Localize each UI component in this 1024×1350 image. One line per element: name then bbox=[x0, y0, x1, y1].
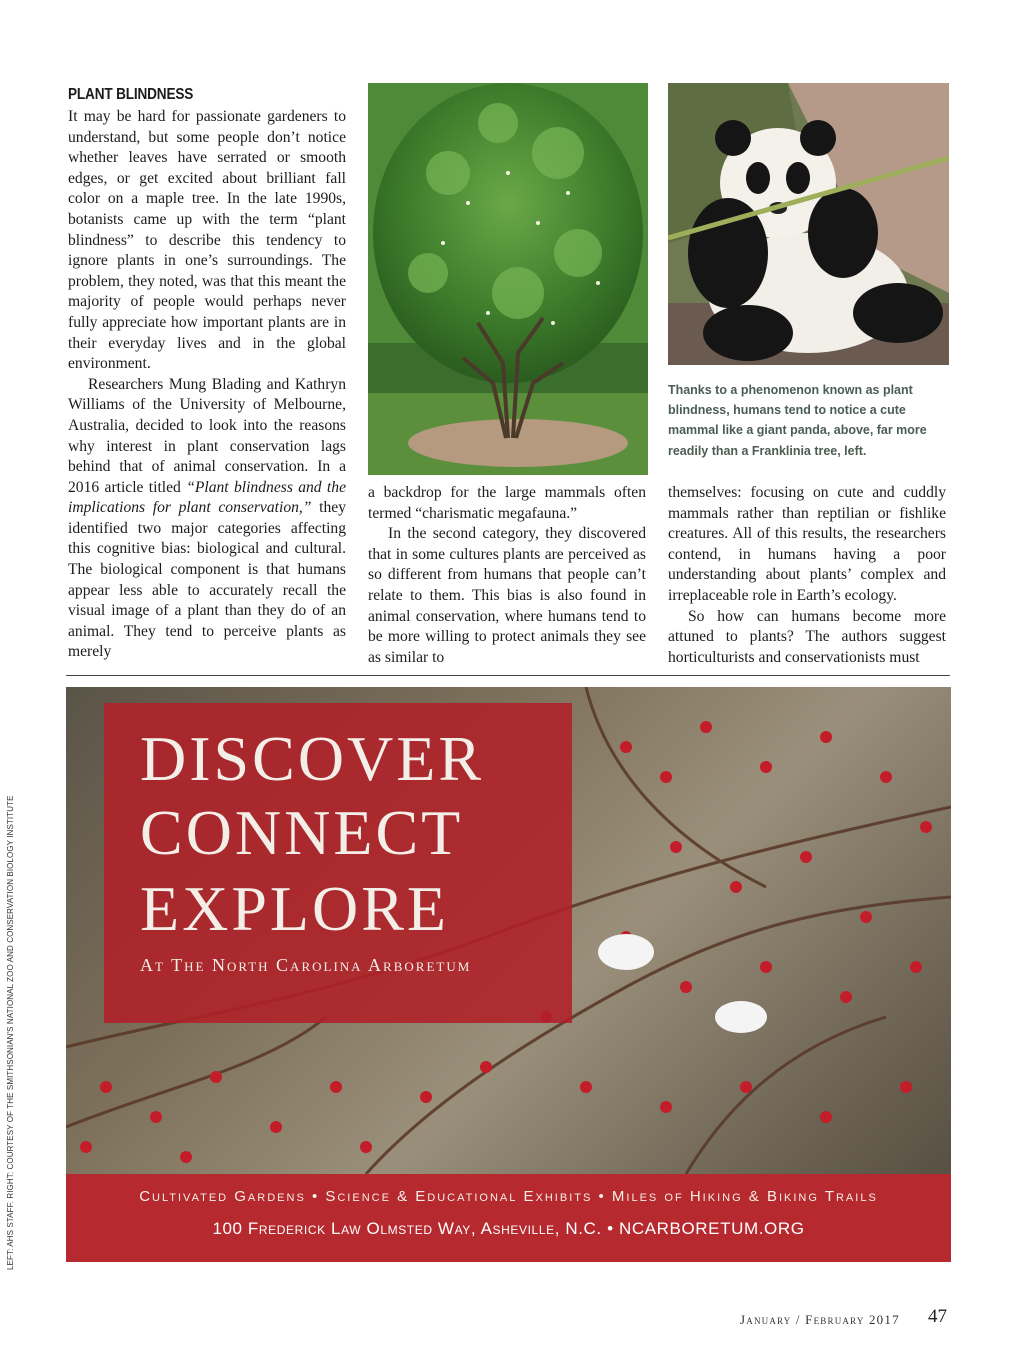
ad-address-line[interactable]: 100 Frederick Law Olmsted Way, Asheville, N.C. • NCARBORETUM.ORG bbox=[212, 1219, 805, 1238]
column-3-paragraph-1: themselves: focusing on cute and cuddly mammals rather than reptilian or fishlike creatures. All of this results, the researchers contend, in humans having a poor understanding about plants’ complex and irreplaceable role in Earth’s ecology. bbox=[668, 484, 946, 604]
photo-caption bbox=[668, 380, 950, 461]
franklinia-tree-photo bbox=[368, 83, 648, 475]
article-column-2 bbox=[368, 483, 646, 668]
caption-line: readily than a Franklinia tree, left. bbox=[668, 442, 867, 458]
ad-headline-explore: EXPLORE bbox=[140, 873, 449, 944]
caption-line: Thanks to a phenomenon known as plant bbox=[668, 382, 913, 397]
giant-panda-photo bbox=[668, 83, 949, 365]
column-2-paragraph-1: a backdrop for the large mammals often termed “charismatic megafauna.” bbox=[368, 484, 646, 522]
caption-line: blindness, humans tend to notice a cute bbox=[668, 402, 906, 418]
ad-features-line: Cultivated Gardens • Science & Educational Exhibits • Miles of Hiking & Biking Trails bbox=[139, 1188, 878, 1205]
column-2-paragraph-2: In the second category, they discovered that in some cultures plants are perceived as so different from humans that people can’t relate to them. This bias is also found in animal conservation, where humans tend to be more willing to protect animals they see as similar to bbox=[368, 525, 646, 666]
column-1-paragraph-2: Researchers Mung Blading and Kathryn Williams of the University of Melbourne, Australia, decided to look into the reasons why interest in plant conservation lags behind that of animal conservation. In a 2016 article titled “Plant blindness and the implications for plant conservation,” they identified two major categories affecting this cognitive bias: biological and cultural. The biological component is that humans appear less able to accurately recall the visual image of a plant than they do of an animal. They tend to perceive plants as merely bbox=[68, 375, 346, 661]
issue-date: January / February 2017 bbox=[740, 1312, 900, 1327]
column-3-paragraph-2: So how can humans become more attuned to plants? The authors suggest horticulturists and conservationists must bbox=[668, 607, 946, 666]
ad-headline-discover: DISCOVER bbox=[140, 723, 485, 794]
section-heading: PLANT BLINDNESS bbox=[68, 86, 194, 103]
ad-subtitle: At The North Carolina Arboretum bbox=[140, 955, 472, 975]
article-column-3 bbox=[668, 483, 946, 668]
arboretum-advertisement[interactable] bbox=[66, 687, 951, 1262]
divider-rule bbox=[66, 675, 950, 676]
ad-headline-connect: CONNECT bbox=[140, 797, 464, 868]
column-1-paragraph-1: It may be hard for passionate gardeners to understand, but some people don’t notice whether leaves have serrated or smooth edges, or get excited about brilliant fall color on a maple tree. In the late 1990s, botanists came up with the term “plant blindness” to describe this tendency to ignore plants in one’s surroundings. The problem, they noted, was that this meant the majority of people would perhaps never fully appreciate how important plants are in their everyday lives and in the global environment. bbox=[68, 108, 346, 373]
caption-line: mammal like a giant panda, above, far more bbox=[668, 422, 927, 438]
article-column-1 bbox=[68, 107, 346, 663]
article-title-citation: “Plant blindness and the implications for plant conservation,” bbox=[68, 478, 346, 517]
photo-credit: LEFT: AHS STAFF. RIGHT: COURTESY OF THE SMITHSONIAN'S NATIONAL ZOO AND CONSERVATION BIOLOGY INSTITUTE bbox=[6, 795, 15, 1270]
page-number: 47 bbox=[928, 1306, 947, 1327]
